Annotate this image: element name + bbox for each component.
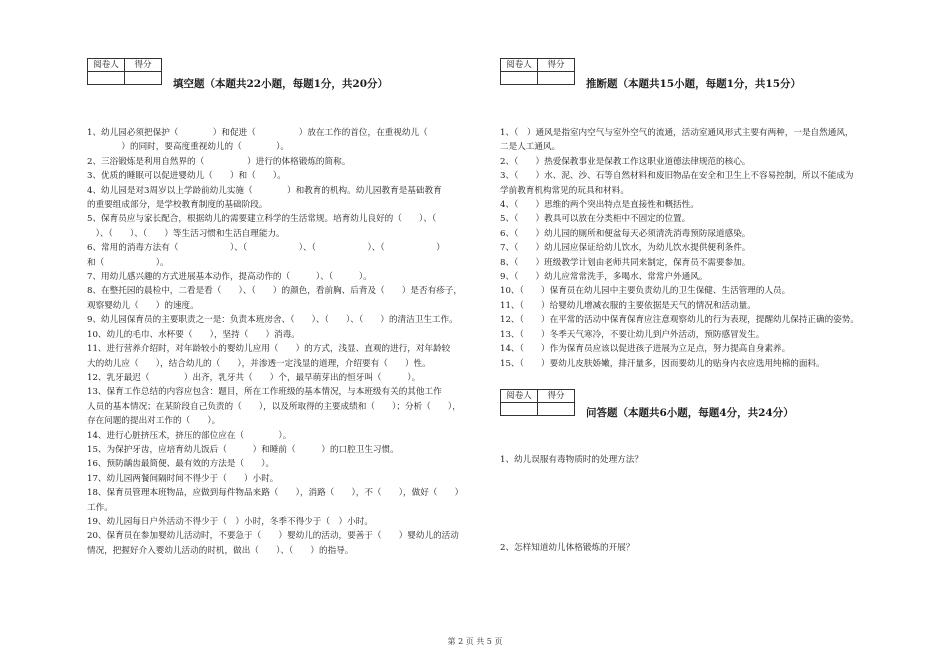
question-line: 二是人工通风。 [500, 142, 561, 153]
question-line: 2、（ ）热爱保教事业是保教工作这职业道德法律规范的核心。 [500, 156, 751, 167]
qa-score-box [500, 389, 575, 416]
reviewer-cell[interactable] [501, 72, 538, 85]
score-cell[interactable] [538, 403, 575, 416]
question-line: 20、保育员在参加婴幼儿活动时，不要急于（ ）婴幼儿的活动，要善于（ ）婴幼儿的活动 [87, 531, 459, 542]
score-cell[interactable] [125, 72, 162, 85]
question-line: 13、（ ）冬季天气寒冷，不要让幼儿到户外活动，预防感冒发生。 [500, 329, 765, 340]
question-line: ）的同时，要高度重视幼儿的（ ）。 [87, 142, 289, 153]
question-line: 11、进行营养介绍时，对年龄较小的婴幼儿应用（ ）的方式，浅显、直观的进行，对年龄较 [87, 344, 451, 355]
reviewer-cell[interactable] [501, 403, 538, 416]
question-line: 的重要组成部分，是学校教育制度的基础阶段。 [87, 200, 268, 211]
score-label: 得分 [538, 390, 575, 403]
question-line: 10、（ ）保育员在幼儿园中主要负责幼儿的卫生保健、生活管理的人员。 [500, 286, 791, 297]
question-line: 存在问题的提出对工作的（ ）。 [87, 416, 221, 427]
question-line: 12、（ ）在平常的活动中保育保育应注意观察幼儿的行为表现，提醒幼儿保持正确的姿势。 [500, 315, 859, 326]
question-line: 1、幼儿园必须把保护（ ）和促进（ ）放在工作的首位，在重视幼儿（ [87, 128, 445, 138]
question-line: 观察婴幼儿（ ）的速度。 [87, 300, 199, 311]
question-line: 14、（ ）作为保育员应该以促进孩子进展为立足点，努力提高自身素养。 [500, 344, 791, 355]
fill-in-section-title: 填空题（本题共22小题，每题1分，共20分） [173, 78, 389, 90]
question-line: 工作。 [87, 502, 113, 513]
question-line: 11、（ ）给婴幼儿增减衣服的主要依据是天气的情况和活动量。 [500, 300, 756, 311]
question-line: 6、（ ）幼儿园的厕所和便盆每天必须清洗消毒预防尿道感染。 [500, 228, 751, 239]
question-line: 5、（ ）教具可以放在分类柜中不固定的位置。 [500, 214, 691, 225]
score-label: 得分 [538, 59, 575, 72]
reviewer-label: 阅卷人 [501, 59, 538, 72]
question-line: 8、（ ）班级教学计划由老师共同来制定，保育员不需要参加。 [500, 257, 751, 268]
score-label: 得分 [125, 59, 162, 72]
reviewer-label: 阅卷人 [501, 390, 538, 403]
score-cell[interactable] [538, 72, 575, 85]
question-line: 和（ ）。 [87, 257, 169, 268]
question-line: 6、常用的消毒方法有（ ）、（ ）、（ ）、（ ） [87, 243, 445, 254]
question-line: 15、为保护牙齿，应培育幼儿饭后（ ）和睡前（ ）的口腔卫生习惯。 [87, 444, 399, 455]
question-line: 19、幼儿园每日户外活动不得少于（ ）小时，冬季不得少于（ ）小时。 [87, 516, 373, 527]
qa-section-title: 问答题（本题共6小题，每题4分，共24分） [586, 407, 794, 419]
question-line: 5、保育员应与家长配合，根据幼儿的需要建立科学的生活常规。培育幼儿良好的（ ）、（ [87, 214, 437, 225]
question-line: 4、（ ）思维的两个突出特点是直接性和概括性。 [500, 200, 699, 211]
fill-in-question-list [87, 126, 463, 558]
page-number: 第 2 页 共 5 页 [447, 637, 503, 646]
question-line: 16、预防龋齿最简便、最有效的方法是（ ）。 [87, 459, 275, 470]
question-line: 17、幼儿园两餐间隔时间不得少于（ ）小时。 [87, 473, 279, 484]
question-line: 4、幼儿园是对3周岁以上学龄前幼儿实施（ ）和教育的机构。幼儿园教育是基础教育 [87, 185, 442, 196]
fill-in-score-box [87, 58, 162, 85]
question-line: 7、（ ）幼儿园应保证给幼儿饮水，为幼儿饮水提供便利条件。 [500, 243, 751, 254]
question-line: ）、（ ）、（ ）等生活习惯和生活自理能力。 [87, 228, 285, 239]
judgment-question-list [500, 126, 859, 371]
judgment-section-title: 推断题（本题共15小题，每题1分，共15分） [586, 78, 802, 90]
qa-question-1: 1、幼儿误服有毒物质时的处理方法？ [500, 455, 643, 465]
question-line: 12、乳牙最迟（ ）出齐，乳牙共（ ）个，最早萌芽出的恒牙叫（ ）。 [87, 372, 421, 383]
question-line: 13、保育工作总结的内容应包含：题目，所在工作班级的基本情况，与本班级有关的其他工作 [87, 387, 442, 398]
qa-question-2: 2、怎样知道幼儿体格锻炼的开展？ [500, 543, 635, 553]
question-line: 15、（ ）要幼儿皮肤娇嫩，排汗量多，因而要幼儿的贴身内衣应选用纯棉的面料。 [500, 358, 825, 369]
question-line: 人员的基本情况；在某阶段自己负责的（ ），以及所取得的主要成绩和（ ）；分析（ ）， [87, 401, 461, 412]
question-line: 8、在整托园的晨检中，二看是看（ ）、（ ）的颜色，看前胸、后背及（ ）是否有疹子， [87, 286, 462, 297]
reviewer-label: 阅卷人 [88, 59, 125, 72]
question-line: 情况，把握好介入婴幼儿活动的时机，做出（ ）、（ ）的指导。 [87, 545, 354, 556]
question-line: 3、优质的睡眠可以促进婴幼儿（ ）和（ ）。 [87, 171, 286, 182]
question-line: 学前教育机构常见的玩具和材料。 [500, 185, 629, 196]
question-line: 7、用幼儿感兴趣的方式进展基本动作，提高动作的（ ）、（ ）。 [87, 272, 372, 283]
question-line: 18、保育员管理本班物品，应做到每件物品来路（ ），消路（ ），不（ ），做好（ ） [87, 488, 464, 499]
question-line: 10、幼儿的毛巾、水杯要（ ），坚持（ ）消毒。 [87, 329, 300, 340]
reviewer-cell[interactable] [88, 72, 125, 85]
question-line: 2、三浴锻炼是利用自然界的（ ）进行的体格锻炼的简称。 [87, 156, 351, 167]
question-line: 14、进行心脏挤压术，挤压的部位应在（ ）。 [87, 430, 292, 441]
question-line: 1、（ ）通风是指室内空气与室外空气的流通，活动室通风形式主要有两种，一是自然通风， [500, 128, 854, 138]
question-line: 9、（ ）幼儿应常常洗手，多喝水、常常户外通风。 [500, 272, 708, 283]
question-line: 3、（ ）水、泥、沙、石等自然材料和废旧物品在安全和卫生上不容易控制，所以不能成为 [500, 171, 854, 182]
question-line: 9、幼儿园保育员的主要职责之一是：负责本班房舍、（ ）、（ ）、（ ）的清洁卫生工作。 [87, 315, 458, 326]
question-line: 大的幼儿应（ ），结合幼儿的（ ），并渗透一定浅显的道理，介绍要有（ ）性。 [87, 358, 431, 369]
judgment-score-box [500, 58, 575, 85]
